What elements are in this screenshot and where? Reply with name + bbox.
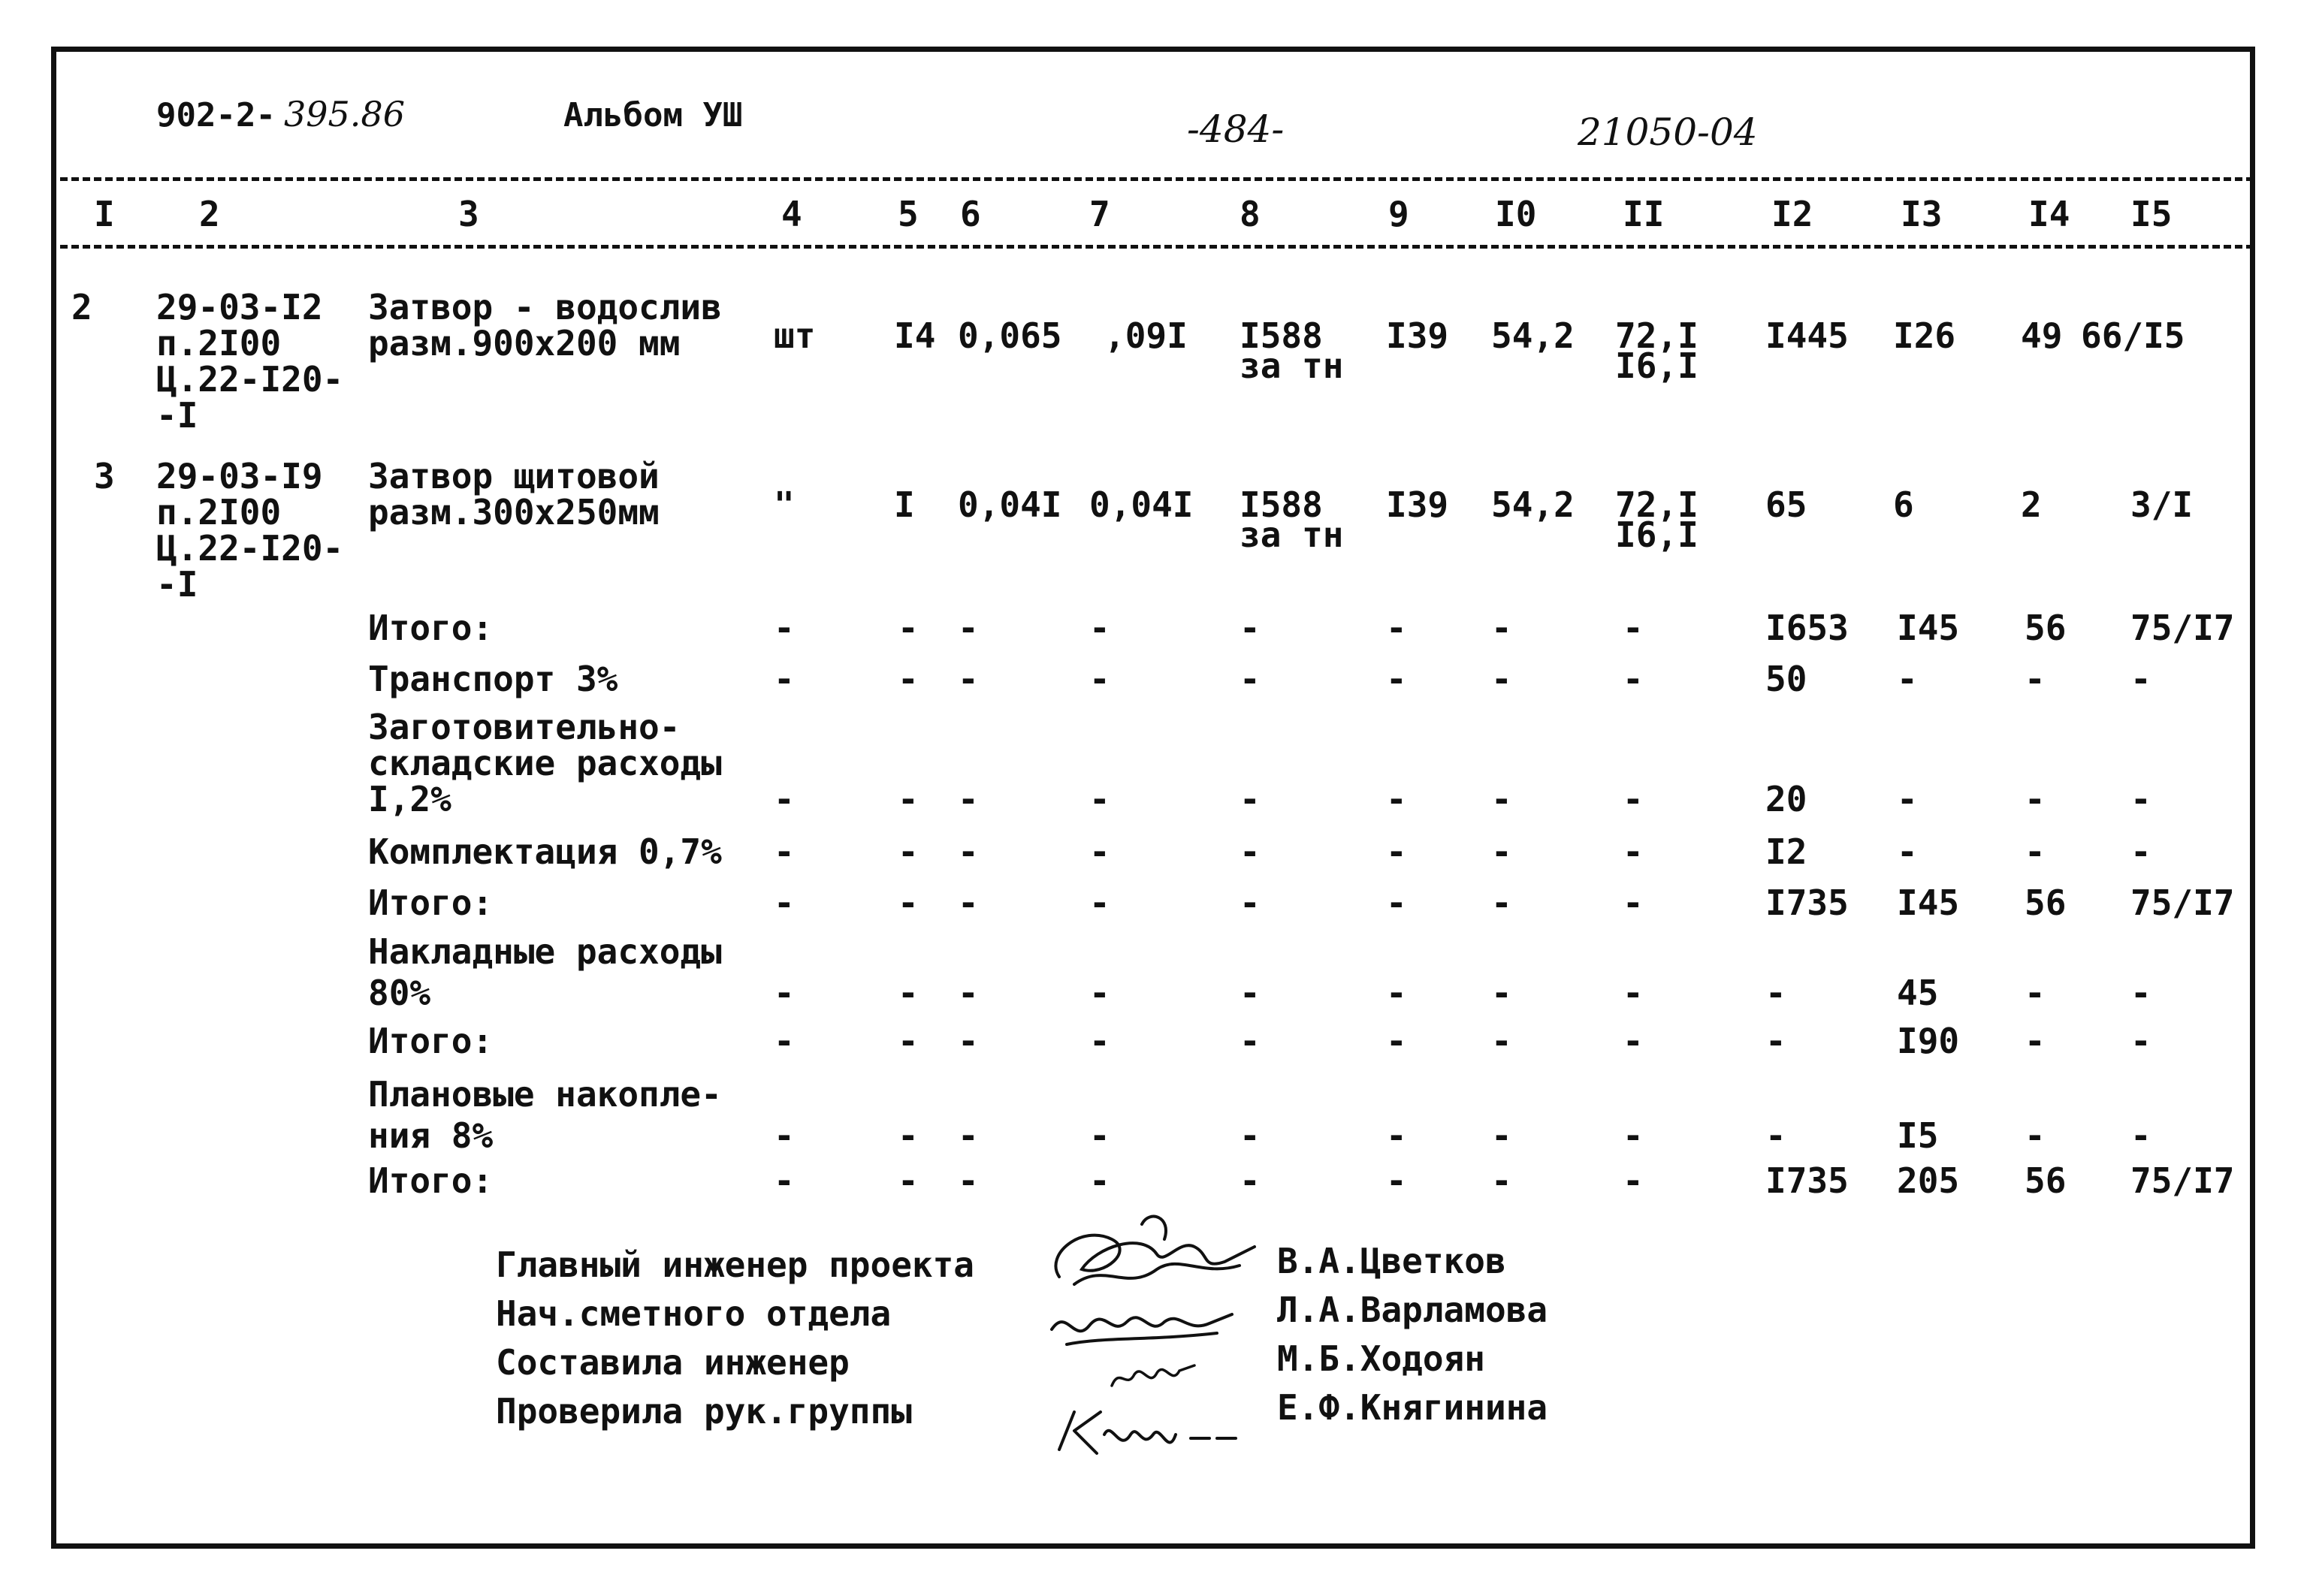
signature-tsvetkov bbox=[1055, 1217, 1255, 1284]
empty-dash: - bbox=[1491, 1115, 1512, 1156]
empty-dash: - bbox=[1623, 1021, 1644, 1061]
summary-machines: 56 bbox=[2025, 1160, 2067, 1201]
empty-dash: - bbox=[898, 779, 919, 819]
item-name-line: разм.900х200 мм bbox=[368, 323, 681, 364]
empty-dash: - bbox=[1623, 779, 1644, 819]
summary-col15: - bbox=[2130, 973, 2151, 1013]
empty-dash: - bbox=[898, 1160, 919, 1201]
empty-dash: - bbox=[898, 659, 919, 699]
empty-dash: - bbox=[1240, 973, 1261, 1013]
empty-dash: - bbox=[1623, 973, 1644, 1013]
summary-machines: - bbox=[2025, 1021, 2046, 1061]
empty-dash: - bbox=[1386, 608, 1407, 648]
unit-cell: " bbox=[774, 484, 795, 525]
summary-total-cost: - bbox=[1765, 973, 1786, 1013]
summary-total-cost: - bbox=[1765, 1115, 1786, 1156]
signature-role: Проверила рук.группы bbox=[496, 1391, 912, 1432]
empty-dash: - bbox=[1240, 1115, 1261, 1156]
empty-dash: - bbox=[1240, 608, 1261, 648]
empty-dash: - bbox=[898, 831, 919, 872]
empty-dash: - bbox=[898, 1115, 919, 1156]
empty-dash: - bbox=[774, 973, 795, 1013]
empty-dash: - bbox=[1240, 779, 1261, 819]
empty-dash: - bbox=[1623, 1160, 1644, 1201]
weight-unit-cell: 0,04I bbox=[958, 484, 1062, 525]
empty-dash: - bbox=[1491, 659, 1512, 699]
row-number: 3 bbox=[94, 456, 115, 496]
summary-machines: - bbox=[2025, 779, 2046, 819]
empty-dash: - bbox=[774, 779, 795, 819]
empty-dash: - bbox=[774, 882, 795, 923]
item-name-line: разм.300х250мм bbox=[368, 492, 660, 533]
header-rule-bottom bbox=[60, 245, 2254, 249]
weight-total-cell: 0,04I bbox=[1089, 484, 1194, 525]
empty-dash: - bbox=[958, 779, 979, 819]
signature-role: Нач.сметного отдела bbox=[496, 1293, 892, 1334]
empty-dash: - bbox=[774, 1021, 795, 1061]
quantity-cell: I4 bbox=[894, 315, 936, 356]
weight-unit-cell: 0,065 bbox=[958, 315, 1062, 356]
column-header-10: I0 bbox=[1495, 194, 1537, 234]
empty-dash: - bbox=[1240, 1160, 1261, 1201]
row-number: 2 bbox=[71, 287, 92, 327]
empty-dash: - bbox=[1240, 659, 1261, 699]
column-header-11: II bbox=[1623, 194, 1665, 234]
column-header-12: I2 bbox=[1771, 194, 1813, 234]
column-header-3: 3 bbox=[458, 194, 479, 234]
col15-cell: 3/I bbox=[2130, 484, 2194, 525]
summary-label-line: Итого: bbox=[368, 1160, 494, 1201]
column-header-6: 6 bbox=[960, 194, 981, 234]
summary-col15: 75/I7 bbox=[2130, 882, 2235, 923]
empty-dash: - bbox=[774, 831, 795, 872]
summary-wages: I90 bbox=[1897, 1021, 1960, 1061]
column-header-15: I5 bbox=[2130, 194, 2173, 234]
summary-col15: - bbox=[2130, 1021, 2151, 1061]
column-header-9: 9 bbox=[1388, 194, 1409, 234]
col15-cell: 66/I5 bbox=[2081, 315, 2185, 356]
album-label: Альбом УШ bbox=[563, 96, 743, 134]
summary-wages: - bbox=[1897, 659, 1918, 699]
empty-dash: - bbox=[1386, 882, 1407, 923]
doc-number-handwritten: 395.86 bbox=[284, 94, 405, 134]
price-code-line: 29-03-I2 bbox=[156, 287, 323, 327]
total-cost-cell: I445 bbox=[1765, 315, 1849, 356]
empty-dash: - bbox=[1089, 831, 1110, 872]
signature-name: Е.Ф.Княгинина bbox=[1277, 1387, 1548, 1428]
price-code-line: Ц.22-I20- bbox=[156, 359, 344, 400]
summary-col15: 75/I7 bbox=[2130, 608, 2235, 648]
col10-cell: 54,2 bbox=[1491, 484, 1575, 525]
price-cell-line: I588 bbox=[1240, 315, 1323, 356]
summary-machines: 56 bbox=[2025, 882, 2067, 923]
empty-dash: - bbox=[1491, 973, 1512, 1013]
item-name-line: Затвор щитовой bbox=[368, 456, 660, 496]
page-number: -484- bbox=[1187, 107, 1285, 151]
empty-dash: - bbox=[1491, 779, 1512, 819]
summary-total-cost: I735 bbox=[1765, 882, 1849, 923]
empty-dash: - bbox=[774, 659, 795, 699]
wages-cell: 6 bbox=[1893, 484, 1914, 525]
empty-dash: - bbox=[1089, 1160, 1110, 1201]
summary-col15: - bbox=[2130, 1115, 2151, 1156]
summary-label-line: складские расходы bbox=[368, 743, 722, 783]
column-header-13: I3 bbox=[1901, 194, 1943, 234]
empty-dash: - bbox=[1240, 831, 1261, 872]
empty-dash: - bbox=[1386, 659, 1407, 699]
empty-dash: - bbox=[898, 882, 919, 923]
signature-scribbles bbox=[1029, 1194, 1277, 1465]
empty-dash: - bbox=[1240, 1021, 1261, 1061]
doc-number-prefix: 902-2- bbox=[156, 96, 276, 134]
empty-dash: - bbox=[1491, 1160, 1512, 1201]
empty-dash: - bbox=[1089, 1115, 1110, 1156]
summary-label-line: Транспорт 3% bbox=[368, 659, 618, 699]
empty-dash: - bbox=[1089, 779, 1110, 819]
empty-dash: - bbox=[958, 1115, 979, 1156]
summary-machines: - bbox=[2025, 1115, 2046, 1156]
column-header-1: I bbox=[94, 194, 115, 234]
empty-dash: - bbox=[1623, 882, 1644, 923]
summary-wages: 45 bbox=[1897, 973, 1939, 1013]
empty-dash: - bbox=[1089, 659, 1110, 699]
empty-dash: - bbox=[958, 659, 979, 699]
price-code-line: -I bbox=[156, 564, 198, 605]
price-code-line: п.2I00 bbox=[156, 323, 282, 364]
summary-label-line: Комплектация 0,7% bbox=[368, 831, 722, 872]
quantity-cell: I bbox=[894, 484, 915, 525]
empty-dash: - bbox=[1491, 1021, 1512, 1061]
summary-total-cost: I735 bbox=[1765, 1160, 1849, 1201]
column-header-2: 2 bbox=[199, 194, 220, 234]
col11-cell-line: I6,I bbox=[1615, 345, 1699, 386]
empty-dash: - bbox=[774, 608, 795, 648]
empty-dash: - bbox=[898, 608, 919, 648]
col9-cell: I39 bbox=[1386, 484, 1449, 525]
wages-cell: I26 bbox=[1893, 315, 1956, 356]
summary-label-line: Итого: bbox=[368, 608, 494, 648]
col10-cell: 54,2 bbox=[1491, 315, 1575, 356]
empty-dash: - bbox=[1491, 882, 1512, 923]
col9-cell: I39 bbox=[1386, 315, 1449, 356]
empty-dash: - bbox=[1623, 1115, 1644, 1156]
summary-col15: - bbox=[2130, 779, 2151, 819]
empty-dash: - bbox=[898, 1021, 919, 1061]
summary-label-line: Заготовительно- bbox=[368, 707, 681, 747]
summary-col15: 75/I7 bbox=[2130, 1160, 2235, 1201]
empty-dash: - bbox=[958, 1021, 979, 1061]
price-cell-line: I588 bbox=[1240, 484, 1323, 525]
empty-dash: - bbox=[1240, 882, 1261, 923]
summary-machines: - bbox=[2025, 659, 2046, 699]
summary-wages: - bbox=[1897, 779, 1918, 819]
summary-machines: - bbox=[2025, 973, 2046, 1013]
empty-dash: - bbox=[1386, 1160, 1407, 1201]
price-code-line: -I bbox=[156, 395, 198, 436]
empty-dash: - bbox=[1089, 608, 1110, 648]
summary-total-cost: 20 bbox=[1765, 779, 1807, 819]
signature-role: Главный инженер проекта bbox=[496, 1245, 974, 1285]
signature-role: Составила инженер bbox=[496, 1342, 850, 1383]
weight-total-cell: ,09I bbox=[1104, 315, 1188, 356]
signature-knyaginina bbox=[1059, 1412, 1236, 1453]
summary-wages: I5 bbox=[1897, 1115, 1939, 1156]
summary-total-cost: I2 bbox=[1765, 831, 1807, 872]
empty-dash: - bbox=[1386, 1021, 1407, 1061]
summary-label-line: Накладные расходы bbox=[368, 931, 722, 972]
column-header-7: 7 bbox=[1089, 194, 1110, 234]
empty-dash: - bbox=[774, 1115, 795, 1156]
column-header-5: 5 bbox=[898, 194, 919, 234]
empty-dash: - bbox=[958, 1160, 979, 1201]
summary-col15: - bbox=[2130, 831, 2151, 872]
empty-dash: - bbox=[1491, 608, 1512, 648]
machines-cell: 49 bbox=[2021, 315, 2063, 356]
empty-dash: - bbox=[958, 973, 979, 1013]
item-name-line: Затвор - водослив bbox=[368, 287, 722, 327]
summary-label-line: ния 8% bbox=[368, 1115, 494, 1156]
price-cell-line: за тн bbox=[1240, 345, 1344, 386]
col11-cell-line: 72,I bbox=[1615, 484, 1699, 525]
summary-label-line: I,2% bbox=[368, 779, 451, 819]
column-header-14: I4 bbox=[2028, 194, 2070, 234]
price-code-line: п.2I00 bbox=[156, 492, 282, 533]
summary-wages: I45 bbox=[1897, 882, 1960, 923]
summary-total-cost: I653 bbox=[1765, 608, 1849, 648]
summary-wages: I45 bbox=[1897, 608, 1960, 648]
summary-total-cost: - bbox=[1765, 1021, 1786, 1061]
col11-cell-line: 72,I bbox=[1615, 315, 1699, 356]
summary-col15: - bbox=[2130, 659, 2151, 699]
col11-cell-line: I6,I bbox=[1615, 514, 1699, 555]
signature-name: Л.А.Варламова bbox=[1277, 1290, 1548, 1330]
summary-wages: 205 bbox=[1897, 1160, 1960, 1201]
empty-dash: - bbox=[958, 608, 979, 648]
summary-label-line: Итого: bbox=[368, 882, 494, 923]
empty-dash: - bbox=[1089, 973, 1110, 1013]
empty-dash: - bbox=[1386, 779, 1407, 819]
empty-dash: - bbox=[1089, 882, 1110, 923]
price-cell-line: за тн bbox=[1240, 514, 1344, 555]
summary-label-line: Итого: bbox=[368, 1021, 494, 1061]
summary-label-line: 80% bbox=[368, 973, 431, 1013]
column-header-4: 4 bbox=[781, 194, 802, 234]
empty-dash: - bbox=[1386, 1115, 1407, 1156]
empty-dash: - bbox=[774, 1160, 795, 1201]
empty-dash: - bbox=[1623, 831, 1644, 872]
unit-cell: шт bbox=[774, 315, 816, 356]
summary-total-cost: 50 bbox=[1765, 659, 1807, 699]
summary-label-line: Плановые накопле- bbox=[368, 1074, 722, 1115]
summary-machines: - bbox=[2025, 831, 2046, 872]
summary-machines: 56 bbox=[2025, 608, 2067, 648]
empty-dash: - bbox=[958, 882, 979, 923]
signature-varlamova bbox=[1052, 1314, 1232, 1344]
empty-dash: - bbox=[1089, 1021, 1110, 1061]
machines-cell: 2 bbox=[2021, 484, 2042, 525]
document-code: 21050-04 bbox=[1578, 110, 1758, 154]
total-cost-cell: 65 bbox=[1765, 484, 1807, 525]
price-code-line: Ц.22-I20- bbox=[156, 528, 344, 569]
signature-khodoyan bbox=[1112, 1365, 1194, 1386]
empty-dash: - bbox=[1491, 831, 1512, 872]
signature-name: В.А.Цветков bbox=[1277, 1241, 1506, 1281]
empty-dash: - bbox=[898, 973, 919, 1013]
summary-wages: - bbox=[1897, 831, 1918, 872]
price-code-line: 29-03-I9 bbox=[156, 456, 323, 496]
header-rule-top bbox=[60, 177, 2254, 181]
empty-dash: - bbox=[1386, 973, 1407, 1013]
empty-dash: - bbox=[1623, 659, 1644, 699]
empty-dash: - bbox=[1386, 831, 1407, 872]
empty-dash: - bbox=[958, 831, 979, 872]
column-header-8: 8 bbox=[1240, 194, 1261, 234]
empty-dash: - bbox=[1623, 608, 1644, 648]
signature-name: М.Б.Ходоян bbox=[1277, 1338, 1485, 1379]
